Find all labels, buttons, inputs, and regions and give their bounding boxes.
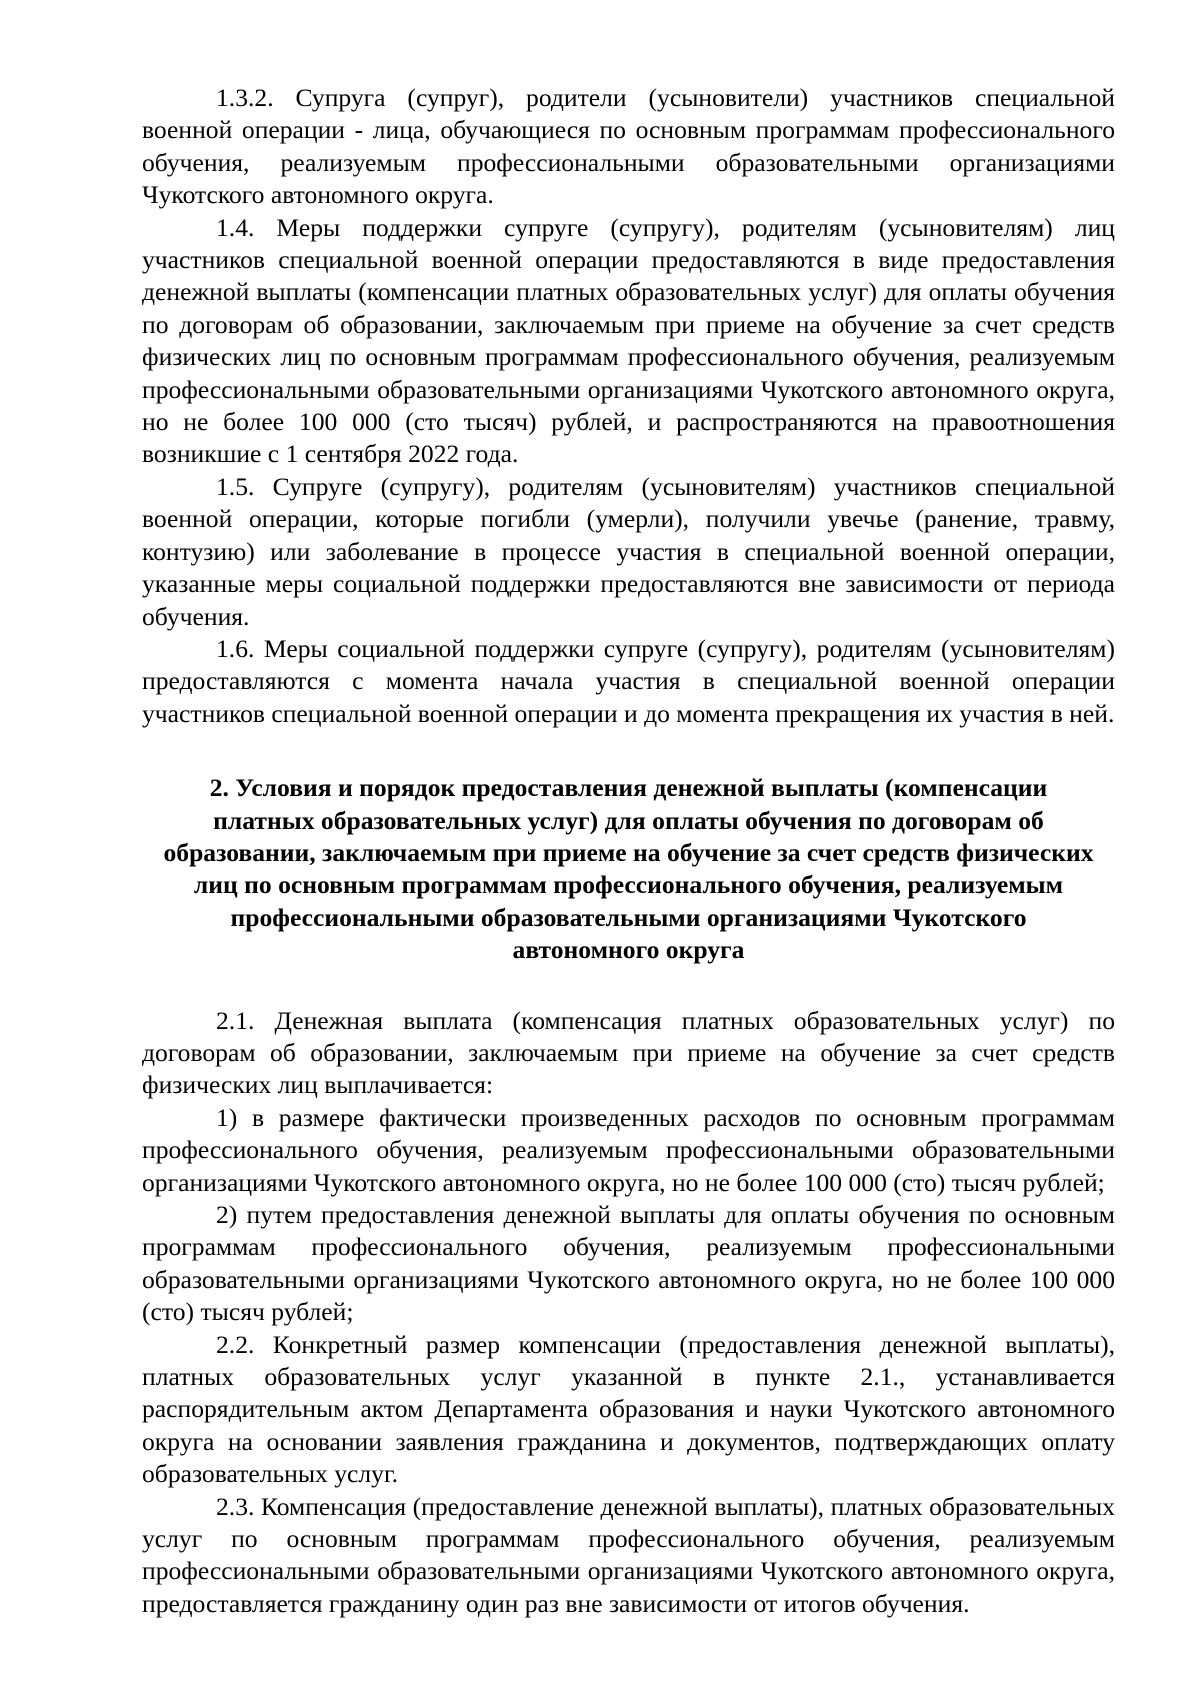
- paragraph-1-3-2: 1.3.2. Супруга (супруг), родители (усыновители) участников специальной военной операции - лица, обучающиеся по основным программам профессионального обучения, реализуемым профессиональными образовательными организациями Чукотского автономного округа.: [142, 83, 1115, 210]
- paragraph-2-3: 2.3. Компенсация (предоставление денежной выплаты), платных образовательных услуг по основным программам профессионального обучения, реализуемым профессиональными образовательными организациями Чукотского автономного округа, предоставляется гражданину один раз вне зависимости от итогов обучения.: [142, 1491, 1115, 1618]
- paragraph-2-1-item-1: 1) в размере фактически произведенных расходов по основным программам профессионального обучения, реализуемым профессиональными образовательными организациями Чукотского автономного округа, но не более 100 000 (сто) тысяч рублей;: [142, 1102, 1115, 1197]
- paragraph-2-1-item-2: 2) путем предоставления денежной выплаты для оплаты обучения по основным программам профессионального обучения, реализуемым профессиональными образовательными организациями Чукотского автономного округа, но не более 100 000 (сто) тысяч рублей;: [142, 1200, 1115, 1327]
- paragraph-1-4: 1.4. Меры поддержки супруге (супругу), родителям (усыновителям) лиц участников специальной военной операции предоставляются в виде предоставления денежной выплаты (компенсации платных образовательных услуг) для оплаты обучения по договорам об образовании, заключаемым при приеме на обучение за счет средств физических лиц по основным программам профессионального обучения, реализуемым профессиональными образовательными организациями Чукотского автономного округа, но не более 100 000 (сто тысяч) рублей, и распространяются на правоотношения возникшие с 1 сентября 2022 года.: [142, 212, 1115, 469]
- paragraph-2-2: 2.2. Конкретный размер компенсации (предоставления денежной выплаты), платных образовательных услуг указанной в пункте 2.1., устанавливается распорядительным актом Департамента образования и науки Чукотского автономного округа на основании заявления гражданина и документов, подтверждающих оплату образовательных услуг.: [142, 1329, 1115, 1489]
- paragraph-2-1: 2.1. Денежная выплата (компенсация платных образовательных услуг) по договорам об образовании, заключаемым при приеме на обучение за счет средств физических лиц выплачивается:: [142, 1005, 1115, 1100]
- heading-line: автономного округа: [512, 935, 745, 965]
- heading-line: образовании, заключаемым при приеме на обучение за счет средств физических: [163, 837, 1094, 867]
- heading-line: лиц по основным программам профессионального обучения, реализуемым: [193, 870, 1064, 900]
- paragraph-1-6: 1.6. Меры социальной поддержки супруге (супругу), родителям (усыновителям) предоставляются с момента начала участия в специальной военной операции участников специальной военной операции и до момента прекращения их участия в ней.: [142, 633, 1115, 728]
- paragraph-1-5: 1.5. Супруге (супругу), родителям (усыновителям) участников специальной военной операции, которые погибли (умерли), получили увечье (ранение, травму, контузию) или заболевание в процессе участия в специальной военной операции, указанные меры социальной поддержки предоставляются вне зависимости от периода обучения.: [142, 471, 1115, 631]
- heading-line: профессиональными образовательными организациями Чукотского: [230, 902, 1027, 932]
- document-page: [142, 82, 1115, 1620]
- heading-line: платных образовательных услуг) для оплаты обучения по договорам об: [213, 805, 1044, 835]
- section-2-heading: [142, 772, 1115, 966]
- heading-line: 2. Условия и порядок предоставления денежной выплаты (компенсации: [209, 773, 1048, 803]
